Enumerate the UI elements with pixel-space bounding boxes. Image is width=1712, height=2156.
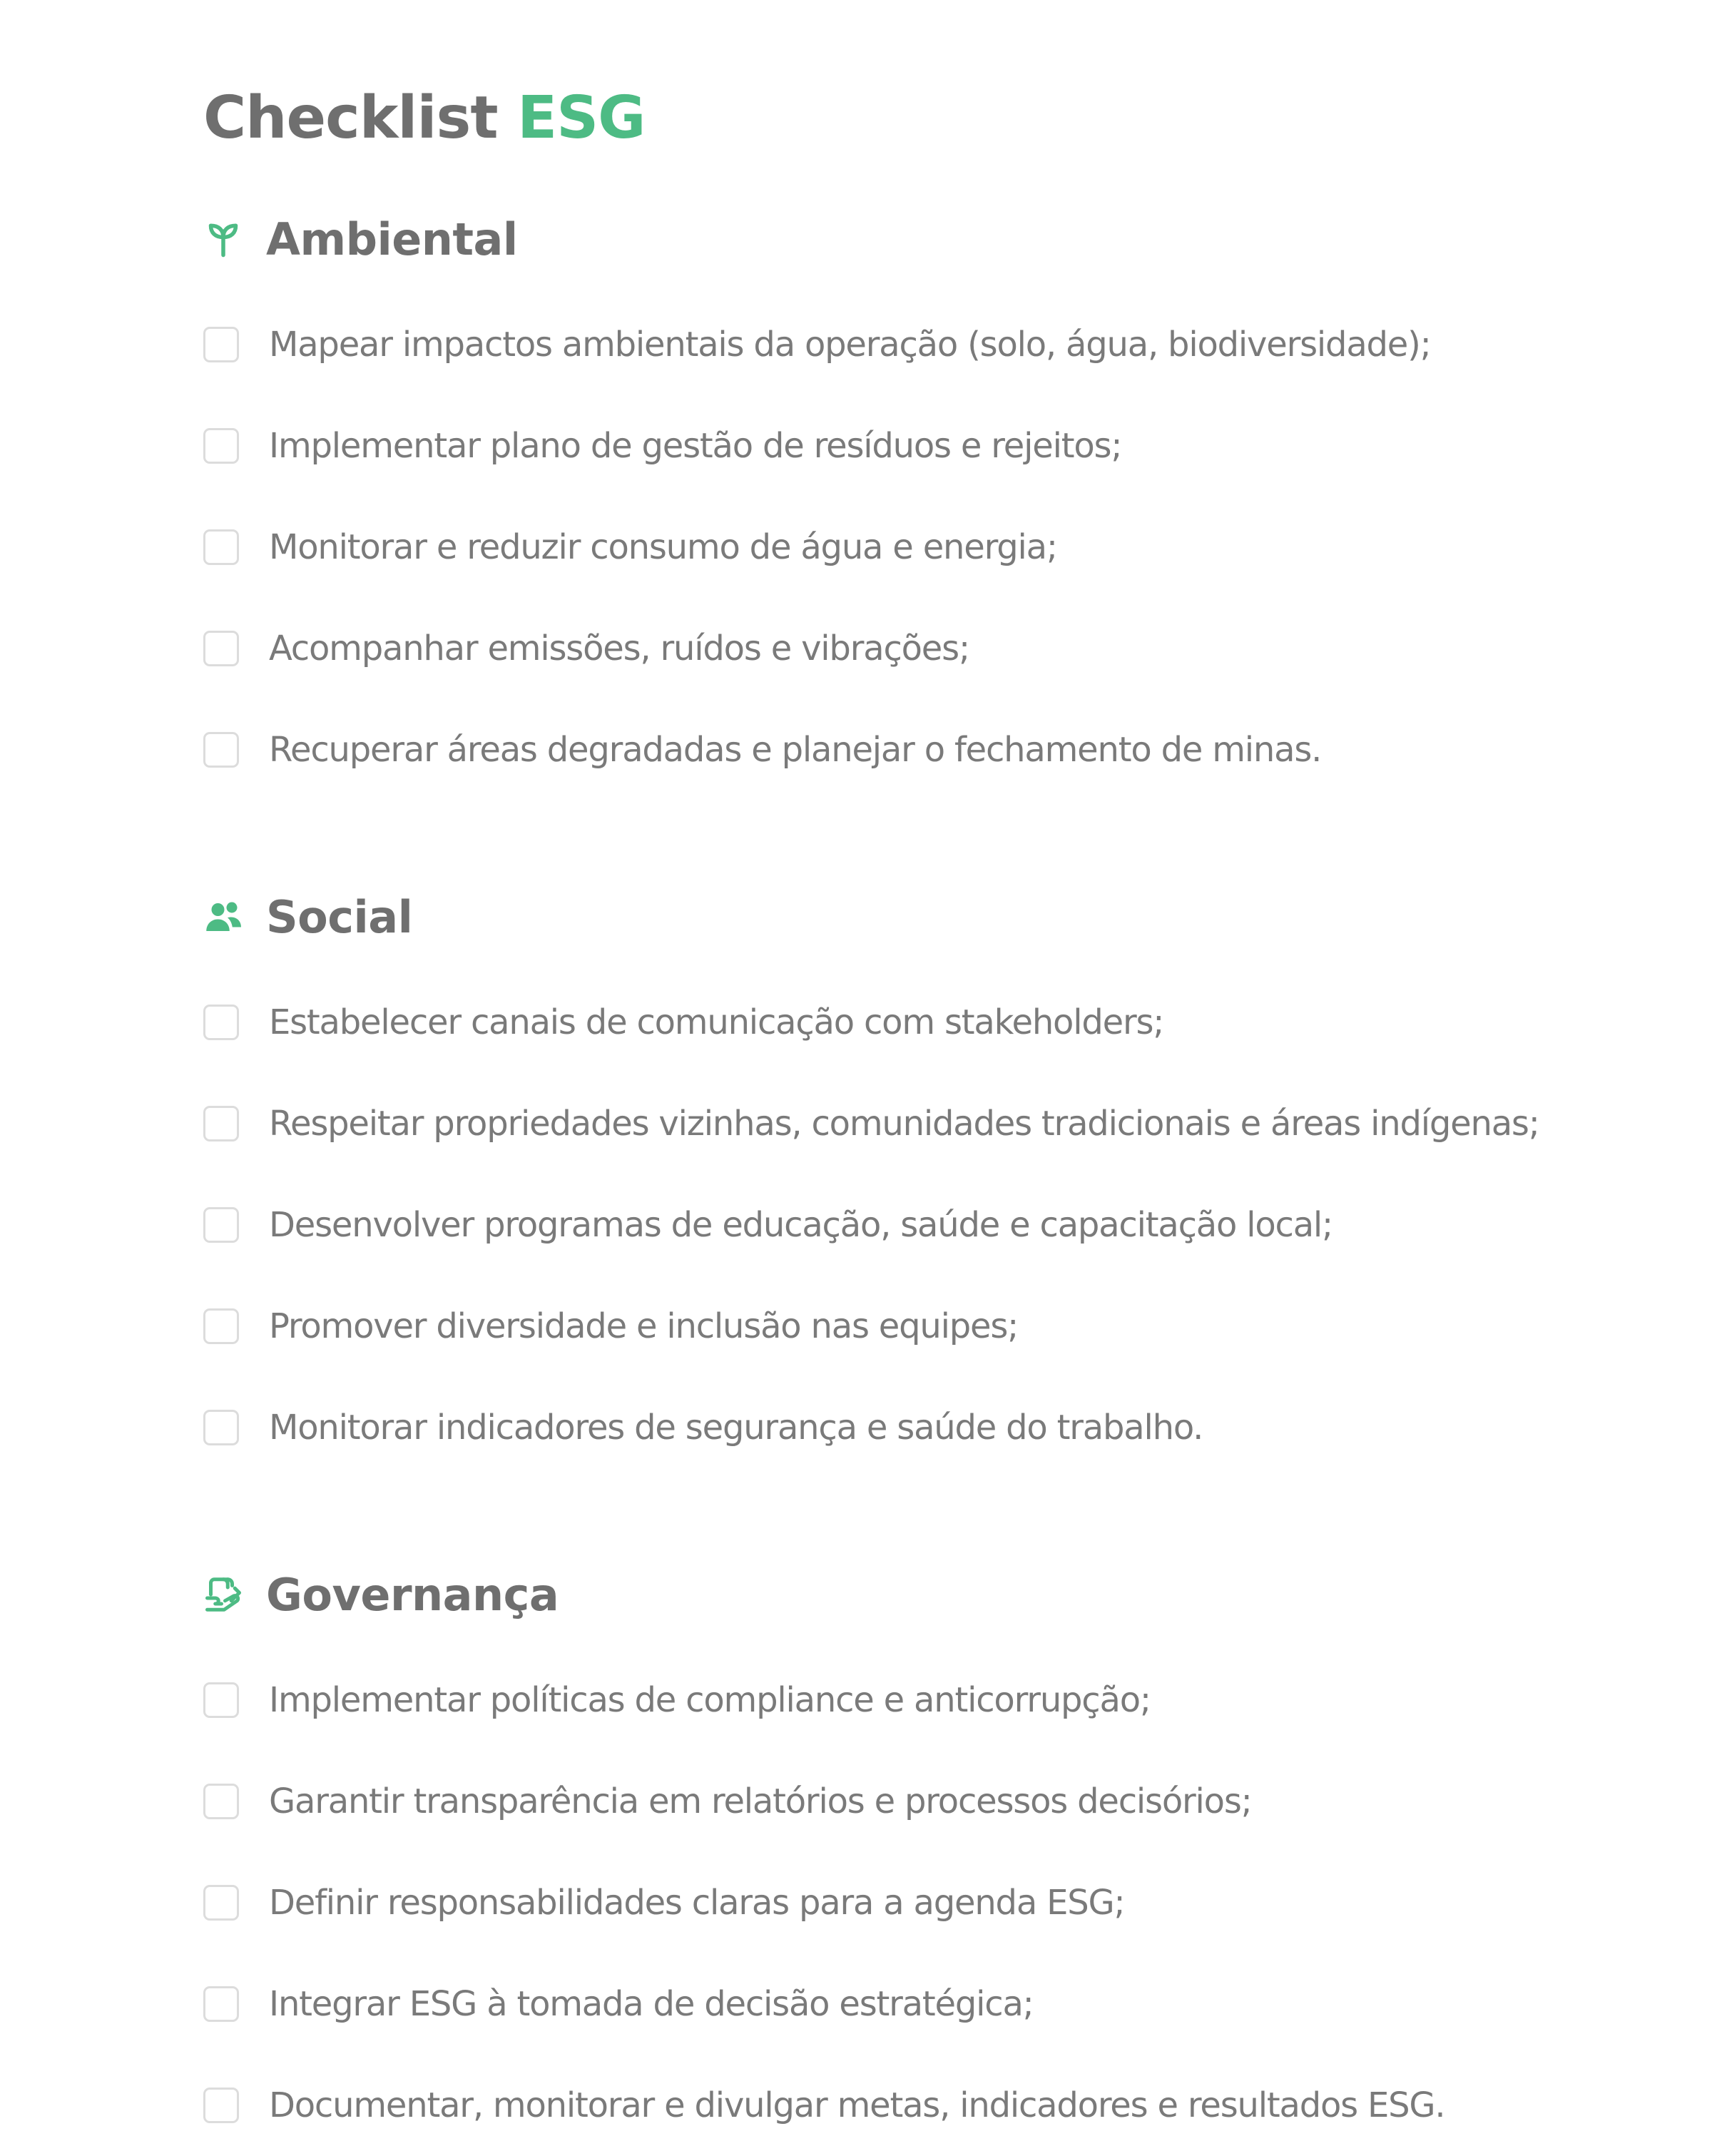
list-item bbox=[203, 1751, 1712, 1852]
sprout-icon bbox=[200, 216, 246, 262]
item-label: Monitorar e reduzir consumo de água e energia; bbox=[269, 527, 1057, 567]
list-item bbox=[203, 1276, 1712, 1377]
section-header bbox=[203, 214, 1712, 264]
list-item bbox=[203, 1174, 1712, 1276]
checkbox[interactable] bbox=[203, 529, 239, 565]
checkbox[interactable] bbox=[203, 1207, 239, 1243]
section-title: Social bbox=[266, 890, 413, 943]
checkbox[interactable] bbox=[203, 732, 239, 768]
checkbox[interactable] bbox=[203, 1410, 239, 1445]
section-title: Governança bbox=[266, 1568, 559, 1621]
list-item bbox=[203, 1073, 1712, 1174]
section-header bbox=[203, 892, 1712, 942]
checkbox[interactable] bbox=[203, 327, 239, 362]
section-title: Ambiental bbox=[266, 213, 518, 265]
item-label: Desenvolver programas de educação, saúde e capacitação local; bbox=[269, 1205, 1333, 1245]
section-header bbox=[203, 1570, 1712, 1619]
item-label: Implementar políticas de compliance e anticorrupção; bbox=[269, 1680, 1151, 1720]
list-item bbox=[203, 699, 1712, 800]
checkbox[interactable] bbox=[203, 1885, 239, 1921]
page-title-accent: ESG bbox=[517, 84, 646, 152]
checkbox[interactable] bbox=[203, 2088, 239, 2123]
list-item bbox=[203, 1953, 1712, 2055]
checklist-items bbox=[203, 972, 1712, 1478]
item-label: Implementar plano de gestão de resíduos e rejeitos; bbox=[269, 426, 1122, 466]
section-governanca bbox=[203, 1570, 1712, 2156]
checkbox[interactable] bbox=[203, 1005, 239, 1040]
users-icon bbox=[200, 894, 246, 940]
list-item bbox=[203, 2055, 1712, 2156]
item-label: Monitorar indicadores de segurança e saúde do trabalho. bbox=[269, 1408, 1203, 1448]
list-item bbox=[203, 1377, 1712, 1478]
checkbox[interactable] bbox=[203, 428, 239, 464]
checklist-items bbox=[203, 294, 1712, 800]
checkbox[interactable] bbox=[203, 1986, 239, 2022]
item-label: Garantir transparência em relatórios e processos decisórios; bbox=[269, 1781, 1252, 1821]
document-hand-icon bbox=[200, 1572, 246, 1617]
list-item bbox=[203, 598, 1712, 699]
item-label: Integrar ESG à tomada de decisão estratégica; bbox=[269, 1984, 1034, 2024]
item-label: Estabelecer canais de comunicação com stakeholders; bbox=[269, 1002, 1164, 1042]
list-item bbox=[203, 294, 1712, 395]
item-label: Respeitar propriedades vizinhas, comunidades tradicionais e áreas indígenas; bbox=[269, 1104, 1539, 1144]
list-item bbox=[203, 1852, 1712, 1953]
checkbox[interactable] bbox=[203, 1784, 239, 1819]
checkbox[interactable] bbox=[203, 1106, 239, 1141]
list-item bbox=[203, 395, 1712, 497]
section-ambiental bbox=[203, 214, 1712, 800]
checkbox[interactable] bbox=[203, 1682, 239, 1718]
list-item bbox=[203, 972, 1712, 1073]
item-label: Documentar, monitorar e divulgar metas, indicadores e resultados ESG. bbox=[269, 2085, 1445, 2125]
list-item bbox=[203, 497, 1712, 598]
item-label: Mapear impactos ambientais da operação (solo, água, biodiversidade); bbox=[269, 325, 1431, 365]
page-title bbox=[203, 68, 1712, 168]
page-title-main: Checklist bbox=[203, 84, 498, 152]
list-item bbox=[203, 1649, 1712, 1751]
item-label: Definir responsabilidades claras para a agenda ESG; bbox=[269, 1883, 1125, 1923]
item-label: Promover diversidade e inclusão nas equipes; bbox=[269, 1306, 1019, 1346]
item-label: Recuperar áreas degradadas e planejar o fechamento de minas. bbox=[269, 730, 1322, 770]
section-social bbox=[203, 892, 1712, 1478]
item-label: Acompanhar emissões, ruídos e vibrações; bbox=[269, 629, 969, 668]
checkbox[interactable] bbox=[203, 631, 239, 666]
checklist-items bbox=[203, 1649, 1712, 2156]
checkbox[interactable] bbox=[203, 1308, 239, 1344]
